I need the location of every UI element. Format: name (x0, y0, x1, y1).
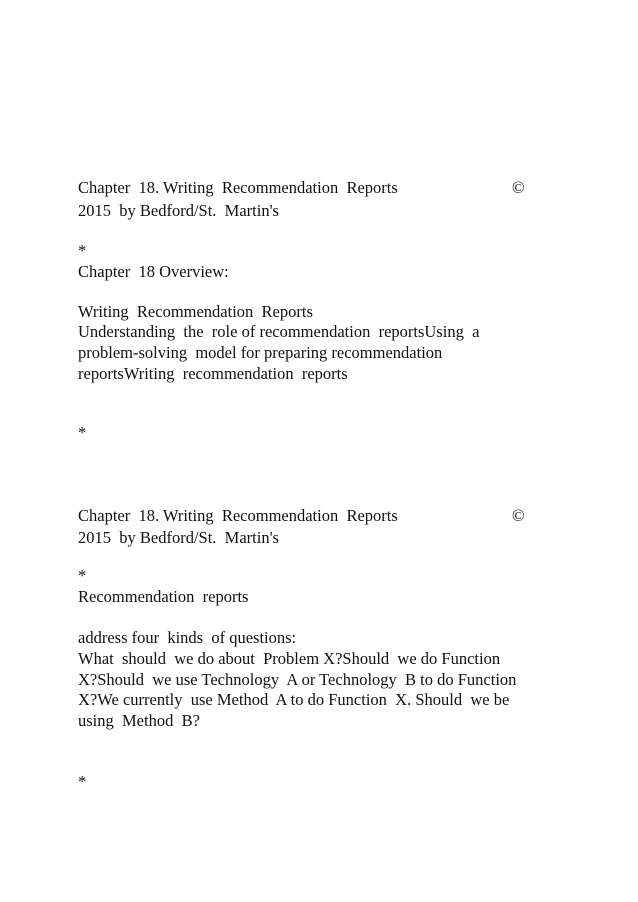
slide-title: Recommendation reports (78, 587, 249, 606)
slide-header-title: Chapter 18. Writing Recommendation Reports (78, 178, 398, 197)
body-line: using Method B? (78, 711, 200, 730)
body-line: Understanding the role of recommendation reportsUsing a (78, 322, 480, 341)
copyright-symbol: © (512, 178, 525, 197)
body-line: address four kinds of questions: (78, 628, 297, 647)
body-line: reportsWriting recommendation reports (78, 364, 348, 383)
slide-header-title: Chapter 18. Writing Recommendation Reports (78, 506, 398, 525)
slide-header-copyright: 2015 by Bedford/St. Martin's (78, 528, 279, 547)
body-line: What should we do about Problem X?Should we do Function (78, 649, 501, 668)
bullet-marker: * (78, 241, 87, 260)
copyright-symbol: © (512, 506, 525, 525)
body-line: problem-solving model for preparing recommendation (78, 343, 443, 362)
body-line: Writing Recommendation Reports (78, 302, 313, 321)
body-line: X?Should we use Technology A or Technology B to do Function (78, 670, 517, 689)
body-line: X?We currently use Method A to do Function X. Should we be (78, 690, 510, 709)
bullet-marker: * (78, 566, 87, 585)
slide-title: Chapter 18 Overview: (78, 262, 229, 281)
end-bullet-marker: * (78, 423, 87, 442)
end-bullet-marker: * (78, 772, 87, 791)
slide-header-copyright: 2015 by Bedford/St. Martin's (78, 201, 279, 220)
